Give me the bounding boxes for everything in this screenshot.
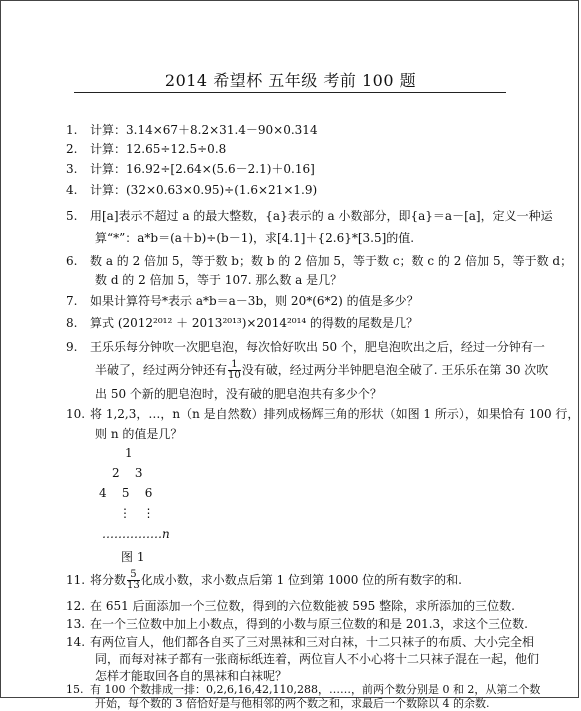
triangle-row-3: 4 5 6 xyxy=(99,486,153,500)
question-1 xyxy=(66,120,526,140)
question-text-2: 化成小数，求小数点后第 1 位到第 1000 位的所有数字的和. xyxy=(140,573,462,587)
question-text: 有 100 个数排成一排：0,2,6,16,42,110,288，……，前两个数分别是 0 和 2，从第二个数 xyxy=(90,683,541,696)
question-12 xyxy=(66,596,526,616)
question-14-line-2: 同，而每对袜子都有一张商标纸连着，两位盲人不小心将十二只袜子混在一起，他们 xyxy=(95,652,540,666)
question-9 xyxy=(66,337,545,357)
question-number: 14. xyxy=(66,635,86,649)
question-text: 算式 (2012²⁰¹² ＋ 2013²⁰¹³)×2014²⁰¹⁴ 的得数的尾数是几？ xyxy=(90,316,419,330)
question-number: 7. xyxy=(66,294,78,308)
triangle-row-4: ⋮ ⋮ xyxy=(119,506,155,520)
fraction-one-tenth xyxy=(228,360,241,381)
question-number: 11. xyxy=(66,573,86,587)
triangle-row-1: 1 xyxy=(125,446,133,460)
figure-caption: 图 1 xyxy=(121,550,145,564)
question-9-line-2-a: 半破了，经过两分钟还有 xyxy=(95,363,228,377)
question-number: 4. xyxy=(66,183,78,197)
question-9-line-2-b: 没有破，经过两分半钟肥皂泡全破了. 王乐乐在第 30 次吹 xyxy=(241,363,549,377)
question-text: 在 651 后面添加一个三位数，得到的六位数能被 595 整除，求所添加的三位数. xyxy=(90,599,515,613)
question-text: 计算：3.14×67＋8.2×31.4－90×0.314 xyxy=(90,123,318,137)
title-rule xyxy=(74,92,506,93)
question-text: 如果计算符号*表示 a*b＝a－3b，则 20*(6*2) 的值是多少？ xyxy=(90,294,419,308)
question-5-line-2: 算“*”：a*b＝(a＋b)÷(b－1)，求[4.1]＋{2.6}*[3.5]的值. xyxy=(95,231,415,245)
fraction-numerator: 1 xyxy=(228,360,241,371)
question-text: 在一个三位数中加上小数点，得到的小数与原三位数的和是 201.3，求这个三位数. xyxy=(90,617,528,631)
fraction-denominator: 10 xyxy=(228,370,241,381)
question-11 xyxy=(66,570,526,591)
question-text: 计算：(32×0.63×0.95)÷(1.6×21×1.9) xyxy=(90,183,318,197)
question-2 xyxy=(66,139,526,159)
question-15 xyxy=(66,683,541,697)
question-4 xyxy=(66,180,526,200)
question-text: 计算：12.65÷12.5÷0.8 xyxy=(90,142,227,156)
question-number: 10. xyxy=(66,407,86,421)
question-number: 12. xyxy=(66,599,86,613)
question-number: 6. xyxy=(66,254,78,268)
question-number: 15. xyxy=(66,683,84,696)
question-6 xyxy=(66,251,573,271)
question-9-line-3: 出 50 个新的肥皂泡时，没有破的肥皂泡共有多少个？ xyxy=(95,387,382,401)
question-6-line-2: 数 d 的 2 倍加 5，等于 107. 那么数 a 是几？ xyxy=(95,273,343,287)
question-number: 13. xyxy=(66,617,86,631)
question-5 xyxy=(66,206,553,226)
triangle-row-5: ……………n xyxy=(102,527,170,541)
question-number: 5. xyxy=(66,209,78,223)
question-text: 王乐乐每分钟吹一次肥皂泡，每次恰好吹出 50 个，肥皂泡吹出之后，经过一分钟有一 xyxy=(90,340,545,354)
question-3 xyxy=(66,159,526,179)
question-text: 计算：16.92÷[2.64×(5.6－2.1)＋0.16] xyxy=(90,162,315,176)
question-10 xyxy=(66,404,580,424)
triangle-row-2: 2 3 xyxy=(112,466,143,480)
question-text: 将分数 xyxy=(90,573,127,587)
question-10-line-2: 则 n 的值是几？ xyxy=(95,427,183,441)
question-14-line-3: 怎样才能取回各自的黑袜和白袜呢？ xyxy=(95,669,288,683)
question-text: 将 1,2,3，…，n（n 是自然数）排列成杨辉三角的形状（如图 1 所示），如果恰有 100 行， xyxy=(90,407,580,421)
question-text: 数 a 的 2 倍加 5，等于数 b；数 b 的 2 倍加 5，等于数 c；数 c 的 2 倍加 5，等于数 d； xyxy=(90,254,573,268)
question-number: 3. xyxy=(66,162,78,176)
question-text: 用[a]表示不超过 a 的最大整数，{a}表示的 a 小数部分，即{a}＝a－[a]，定义一种运 xyxy=(90,209,553,223)
question-number: 1. xyxy=(66,123,78,137)
fraction-five-thirteenths xyxy=(127,570,140,591)
question-number: 8. xyxy=(66,316,78,330)
question-13 xyxy=(66,614,526,634)
question-15-line-2: 开始，每个数的 3 倍恰好是与他相邻的两个数之和，求最后一个数除以 4 的余数. xyxy=(95,697,490,710)
fraction-numerator: 5 xyxy=(127,570,140,581)
question-8 xyxy=(66,313,526,333)
page-title: 2014 希望杯 五年级 考前 100 题 xyxy=(164,71,417,90)
question-7 xyxy=(66,291,526,311)
question-9-line-2 xyxy=(95,359,549,381)
question-text: 有两位盲人，他们都各自买了三对黑袜和三对白袜，十二只袜子的布质、大小完全相 xyxy=(90,635,535,649)
question-number: 9. xyxy=(66,340,78,354)
question-number: 2. xyxy=(66,142,78,156)
fraction-denominator: 13 xyxy=(127,580,140,591)
